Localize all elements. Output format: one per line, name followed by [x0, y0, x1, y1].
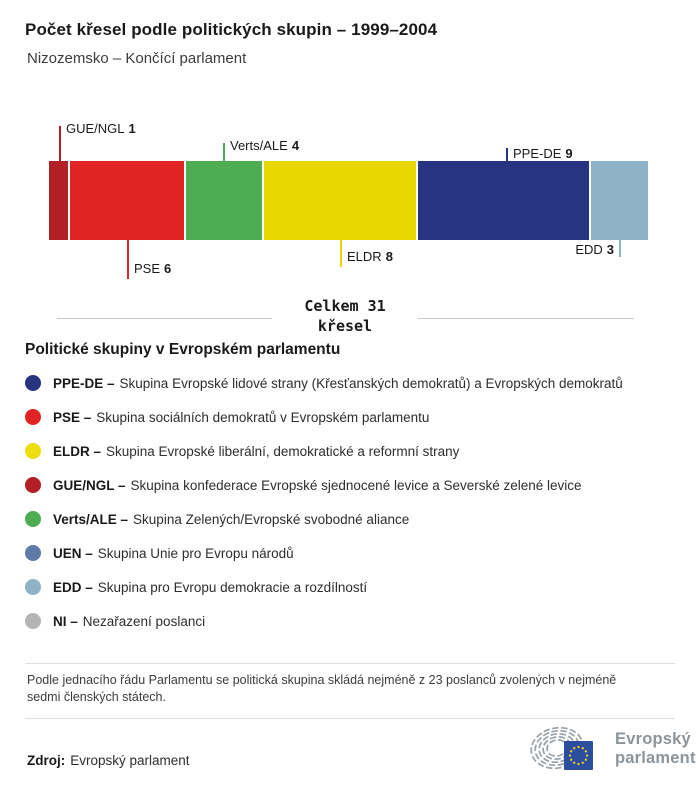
bar-segment-pse: [70, 161, 184, 240]
group-desc: Skupina Unie pro Evropu národů: [97, 545, 294, 561]
logo-line2: parlament: [615, 749, 696, 767]
legend-item-ni: [25, 604, 685, 638]
callout-label-edd: [552, 242, 614, 257]
legend-item-text: [53, 580, 367, 595]
uen-color-dot-icon: [25, 545, 41, 561]
group-name: Verts/ALE: [230, 138, 288, 153]
group-seats: 4: [291, 138, 300, 153]
callout-label-pse: [134, 261, 171, 276]
note-top-divider: [25, 663, 675, 664]
note-bottom-divider: [25, 718, 675, 719]
callout-label-verts-ale: [230, 138, 299, 153]
legend-item-text: [53, 478, 582, 493]
ni-color-dot-icon: [25, 613, 41, 629]
group-desc: Skupina konfederace Evropské sjednocené levice a Severské zelené levice: [130, 477, 582, 493]
total-seats-label: [270, 296, 420, 336]
source-label: Zdroj:: [27, 753, 66, 768]
group-seats: 9: [565, 146, 573, 161]
eu-flag-icon: [564, 741, 593, 770]
logo-wordmark: [615, 730, 696, 768]
total-line2: křesel: [317, 317, 373, 335]
legend-item-text: [53, 512, 409, 527]
callout-line-edd: [619, 240, 621, 257]
group-name: PPE-DE: [513, 146, 562, 161]
hemicycle-eu-flag-icon: [527, 724, 605, 774]
total-divider-left: [57, 318, 272, 319]
group-name: GUE/NGL: [66, 121, 125, 136]
legend-item-text: [53, 546, 294, 561]
callout-line-verts-ale: [223, 143, 225, 161]
callout-line-pse: [127, 240, 129, 279]
legend-item-text: [53, 614, 205, 629]
total-divider-right: [418, 318, 634, 319]
group-abbr: Verts/ALE –: [53, 511, 129, 527]
group-abbr: GUE/NGL –: [53, 477, 126, 493]
group-abbr: PSE –: [53, 409, 92, 425]
group-name: PSE: [134, 261, 161, 276]
pse-color-dot-icon: [25, 409, 41, 425]
legend-list: [25, 366, 685, 638]
group-desc: Skupina Zelených/Evropské svobodné aliance: [133, 511, 410, 527]
source-text: Evropský parlament: [70, 753, 190, 768]
callout-label-gue-ngl: [66, 121, 136, 136]
bar-segment-ppe-de: [418, 161, 589, 240]
group-seats: 8: [385, 249, 393, 264]
legend-item-text: [53, 444, 459, 459]
legend-item-eldr: [25, 434, 685, 468]
edd-color-dot-icon: [25, 579, 41, 595]
group-seats: 1: [128, 121, 136, 136]
group-abbr: EDD –: [53, 579, 93, 595]
bar-segment-eldr: [264, 161, 416, 240]
legend-heading: Politické skupiny v Evropském parlamentu: [25, 341, 341, 358]
bar-segment-verts-ale: [186, 161, 262, 240]
group-name: ELDR: [347, 249, 382, 264]
legend-item-ppe-de: [25, 366, 685, 400]
ppe-de-color-dot-icon: [25, 375, 41, 391]
group-desc: Skupina sociálních demokratů v Evropském parlamentu: [96, 409, 430, 425]
eldr-color-dot-icon: [25, 443, 41, 459]
stacked-seat-bar: [49, 161, 648, 240]
verts-ale-color-dot-icon: [25, 511, 41, 527]
bar-segment-edd: [591, 161, 648, 240]
page-subtitle: Nizozemsko – Končící parlament: [27, 50, 247, 67]
legend-item-edd: [25, 570, 685, 604]
callout-line-ppe-de: [506, 148, 508, 161]
callout-label-eldr: [347, 249, 393, 264]
page-title: Počet křesel podle politických skupin – 1999–2004: [25, 20, 438, 39]
legend-item-pse: [25, 400, 685, 434]
total-line1: Celkem 31: [304, 297, 386, 315]
callout-line-gue-ngl: [59, 126, 61, 161]
legend-item-gue-ngl: [25, 468, 685, 502]
source-line: [27, 753, 190, 768]
group-abbr: UEN –: [53, 545, 93, 561]
group-desc: Skupina pro Evropu demokracie a rozdílností: [97, 579, 368, 595]
group-desc: Skupina Evropské liberální, demokratické a reformní strany: [106, 443, 460, 459]
european-parliament-logo: [527, 724, 696, 774]
group-abbr: NI –: [53, 613, 78, 629]
footnote-text: Podle jednacího řádu Parlamentu se politická skupina skládá nejméně z 23 poslanců zvolených v nejméně sedmi členských státech.: [27, 673, 617, 704]
legend-item-text: [53, 376, 623, 391]
logo-line1: Evropský: [615, 730, 691, 748]
bar-segment-gue-ngl: [49, 161, 68, 240]
legend-item-text: [53, 410, 429, 425]
legend-item-verts-ale: [25, 502, 685, 536]
group-name: EDD: [575, 242, 603, 257]
group-desc: Nezařazení poslanci: [82, 613, 206, 629]
legend-item-uen: [25, 536, 685, 570]
callout-label-ppe-de: [513, 146, 573, 161]
group-seats: 6: [164, 261, 172, 276]
gue-ngl-color-dot-icon: [25, 477, 41, 493]
group-abbr: PPE-DE –: [53, 375, 115, 391]
group-desc: Skupina Evropské lidové strany (Křesťanských demokratů) a Evropských demokratů: [119, 375, 623, 391]
group-abbr: ELDR –: [53, 443, 102, 459]
seats-bar-chart: [0, 118, 700, 290]
group-seats: 3: [606, 242, 614, 257]
callout-line-eldr: [340, 240, 342, 267]
